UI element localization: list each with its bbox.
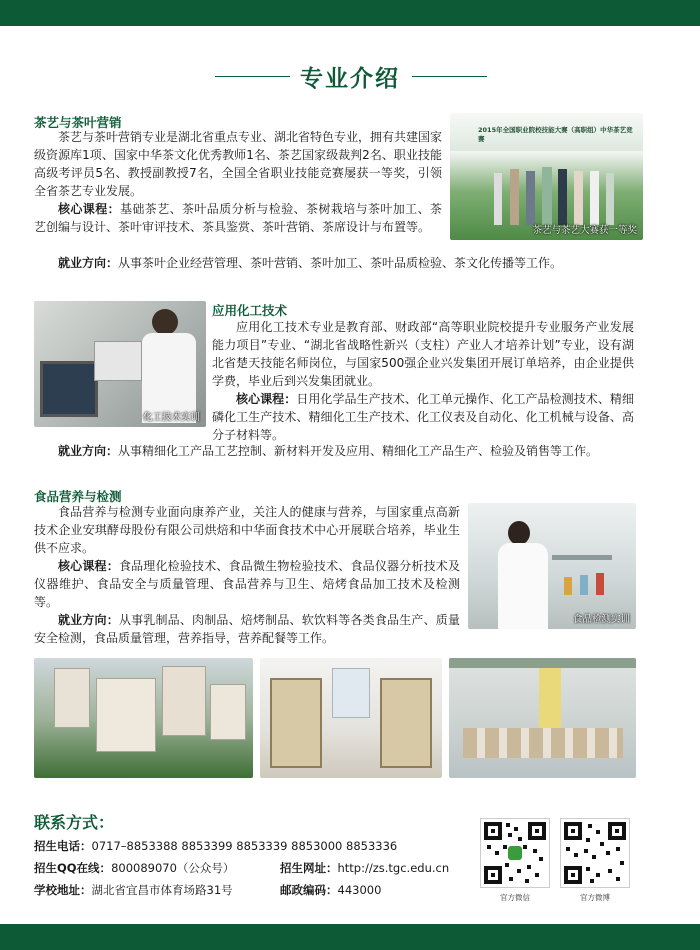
heading-rule-right [412, 76, 487, 77]
section-title-chemical: 应用化工技术 [212, 303, 288, 318]
zip-label: 邮政编码： [280, 883, 338, 897]
qr-pattern-icon [561, 819, 629, 887]
bottle [596, 573, 604, 595]
section-jobs-tea [34, 254, 674, 272]
person-head [152, 309, 178, 335]
ceiling [449, 658, 636, 668]
building [162, 666, 206, 736]
page-heading [0, 60, 700, 96]
photo-banner-text: 2015年全国职业院校技能大赛（高职组）中华茶艺竞赛 [478, 126, 633, 143]
course-label: 核心课程： [58, 202, 120, 216]
qr-pattern-icon [481, 819, 549, 887]
person-head [508, 521, 530, 545]
person-figure [510, 169, 519, 225]
course-list: 食品理化检验技术、食品微生物检验技术、食品仪器分析技术及仪器维护、食品安全与质量管理、食品营养与卫生、焙烤食品加工技术及检测等。 [34, 559, 460, 609]
section-title-tea: 茶艺与茶叶营销 [34, 115, 122, 130]
person-figure [494, 173, 502, 225]
course-list: 日用化学品生产技术、化工单元操作、化工产品检测技术、精细磷化工生产技术、精细化工生产技术、化工仪表及自动化、化工机械与设备、高分子材料等。 [212, 392, 634, 442]
window [332, 668, 370, 718]
job-label: 就业方向： [58, 613, 119, 627]
bunk-bed [380, 678, 432, 768]
job-list: 从事茶叶企业经营管理、茶叶营销、茶叶加工、茶叶品质检验、茶文化传播等工作。 [118, 256, 563, 270]
section-intro-tea: 茶艺与茶叶营销专业是湖北省重点专业、湖北省特色专业，拥有共建国家级资源库1项、国家中华茶文化优秀教师1名、茶艺国家级裁判2名、职业技能高级考评员5名、教授副教授7名，全国全省职业技能竞赛屡获一等奖，引领全省茶艺专业发展。 [34, 130, 443, 198]
top-band [0, 0, 700, 26]
qq-value: 800089070（公众号） [111, 861, 235, 875]
bunk-bed [270, 678, 322, 768]
wechat-qr-code[interactable] [480, 818, 550, 888]
section-intro-food: 食品营养与检测专业面向康养产业，关注人的健康与营养，与国家重点高新技术企业安琪酵母股份有限公司烘焙和中华面食技术中心开展联合培养，毕业生供不应求。 [34, 505, 460, 555]
photo-tea-competition [450, 113, 643, 240]
tables [463, 728, 623, 758]
lab-coat [498, 543, 548, 629]
job-label: 就业方向： [58, 444, 119, 458]
zip-value: 443000 [337, 883, 382, 897]
building [96, 678, 156, 752]
bottle [580, 575, 588, 595]
section-jobs-chemical [34, 442, 674, 460]
contact-qq [34, 860, 234, 876]
photo-chemical-lab [34, 301, 206, 427]
weibo-qr-caption: 官方微博 [580, 893, 610, 902]
contact-address [34, 882, 233, 898]
address-label: 学校地址： [34, 883, 92, 897]
person-figure [558, 169, 567, 225]
monitor [40, 361, 98, 417]
contact-web [280, 860, 449, 876]
section-jobs-food [34, 611, 460, 647]
web-label: 招生网址： [280, 861, 338, 875]
contact-zip [280, 882, 381, 898]
job-list: 从事乳制品、肉制品、焙烤制品、软饮料等各类食品生产、质量安全检测，食品质量管理，营养指导，营养配餐等工作。 [34, 613, 460, 645]
person-figure [590, 171, 599, 225]
photo-caption: 茶艺与茶艺大赛获一等奖 [532, 225, 637, 236]
section-courses-chemical [212, 390, 634, 444]
bottle [564, 577, 572, 595]
job-list: 从事精细化工产品工艺控制、新材料开发及应用、精细化工产品生产、检验及销售等工作。 [118, 444, 599, 458]
course-label: 核心课程： [58, 559, 119, 573]
job-label: 就业方向： [58, 256, 119, 270]
person-figure [526, 171, 535, 225]
photo-caption: 化工技术实训 [142, 412, 200, 423]
section-courses-food [34, 557, 460, 611]
section-courses-tea [34, 200, 442, 236]
web-link[interactable]: http://zs.tgc.edu.cn [337, 861, 450, 875]
lab-shelf [552, 555, 612, 560]
bottom-band [0, 924, 700, 950]
photo-cafeteria [449, 658, 636, 778]
person-figure [542, 167, 552, 225]
wechat-qr-caption: 官方微信 [500, 893, 530, 902]
photo-dorm-room [260, 658, 442, 778]
course-list: 基础茶艺、茶叶品质分析与检验、茶树栽培与茶叶加工、茶艺创编与设计、茶叶审评技术、茶具鉴赏、茶叶营销、茶席设计与布置等。 [34, 202, 442, 234]
building [210, 684, 246, 740]
contact-phone [34, 838, 397, 854]
page-title: 专业介绍 [300, 65, 400, 92]
address-value: 湖北省宜昌市体育场路31号 [91, 883, 233, 897]
section-intro-chemical: 应用化工技术专业是教育部、财政部“高等职业院校提升专业服务产业发展能力项目”专业、“湖北省战略性新兴（支柱）产业人才培养计划”专业，设有湖北省楚天技能名师岗位，与国家500强企业兴发集团开展订单培养，由企业提供学费，毕业后到兴发集团就业。 [212, 320, 634, 388]
phone-value: 0717–8853388 8853399 8853339 8853000 8853336 [91, 839, 398, 853]
weibo-qr-code[interactable] [560, 818, 630, 888]
section-title-food: 食品营养与检测 [34, 489, 122, 504]
photo-campus-dorms [34, 658, 253, 778]
photo-caption: 食品检测实训 [572, 614, 630, 625]
lab-instrument [94, 341, 142, 381]
contact-title: 联系方式： [34, 813, 115, 832]
course-label: 核心课程： [236, 392, 297, 406]
phone-label: 招生电话： [34, 839, 92, 853]
person-figure [606, 173, 614, 225]
building [54, 668, 90, 728]
photo-food-lab [468, 503, 636, 629]
person-figure [574, 171, 583, 225]
qq-label: 招生QQ在线： [34, 861, 112, 875]
